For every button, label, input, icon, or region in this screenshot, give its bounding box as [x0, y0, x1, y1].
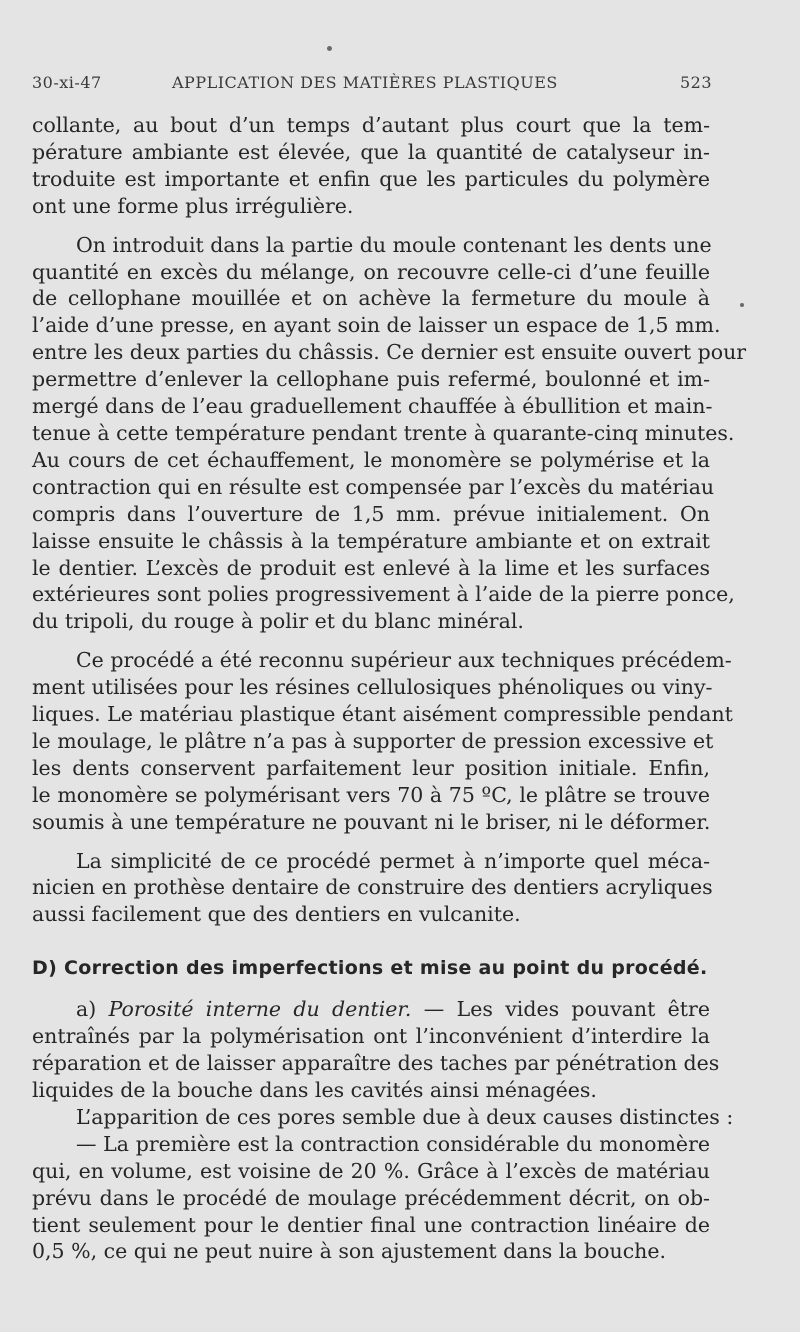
header-title: APPLICATION DES MATIÈRES PLASTIQUES	[172, 73, 558, 92]
subsection-dash: —	[423, 997, 445, 1022]
paragraph-line: — La première est la contraction considérable du monomère	[76, 1131, 710, 1156]
paragraph-line: le moulage, le plâtre n’a pas à supporter de pression excessive et	[32, 728, 714, 753]
paragraph-gap	[32, 635, 710, 647]
paragraph-line: le monomère se polymérisant vers 70 à 75 ºC, le plâtre se trouve	[32, 782, 710, 807]
paragraph-line: quantité en excès du mélange, on recouvre celle-ci d’une feuille	[32, 259, 710, 284]
paragraph	[32, 647, 733, 835]
paragraphs-before	[32, 112, 747, 928]
body-text	[32, 112, 747, 1265]
print-speck	[327, 46, 332, 51]
paragraph-line: nicien en prothèse dentaire de construire des dentiers acryliques	[32, 875, 713, 900]
paragraph-line: tient seulement pour le dentier final une contraction linéaire de	[32, 1212, 710, 1237]
paragraph-line: ont une forme plus irrégulière.	[32, 193, 354, 218]
page-number: 523	[679, 73, 712, 92]
paragraph-line: prévu dans le procédé de moulage précédemment décrit, on ob-	[32, 1185, 710, 1210]
paragraph-line: aussi facilement que des dentiers en vulcanite.	[32, 902, 521, 927]
paragraph	[32, 848, 713, 929]
paragraph-line: La simplicité de ce procédé permet à n’importe quel méca-	[76, 848, 710, 873]
paragraph-line: qui, en volume, est voisine de 20 %. Grâce à l’excès de matériau	[32, 1158, 710, 1183]
paragraph-line: le dentier. L’excès de produit est enlevé à la lime et les surfaces	[32, 555, 710, 580]
running-header	[32, 73, 712, 95]
paragraph-line: Au cours de cet échauffement, le monomère se polymérise et la	[32, 447, 710, 472]
paragraph-line: permettre d’enlever la cellophane puis refermé, boulonné et im-	[32, 367, 710, 392]
paragraph-line: collante, au bout d’un temps d’autant plus court que la tem-	[32, 113, 710, 137]
subsection-label: a)	[76, 997, 97, 1022]
paragraph-line: ment utilisées pour les résines cellulosiques phénoliques ou viny-	[32, 675, 713, 700]
paragraph-line: liquides de la bouche dans les cavités ainsi ménagées.	[32, 1078, 597, 1102]
paragraph-gap	[32, 836, 710, 848]
paragraph-line: Ce procédé a été reconnu supérieur aux techniques précédem-	[76, 648, 732, 673]
paragraph-line: l’aide d’une presse, en ayant soin de laisser un espace de 1,5 mm.	[32, 313, 721, 338]
paragraph-line: soumis à une température ne pouvant ni le briser, ni le déformer.	[32, 809, 711, 834]
paragraph-line: pérature ambiante est élevée, que la quantité de catalyseur in-	[32, 139, 710, 164]
paragraph-line: extérieures sont polies progressivement à l’aide de la pierre ponce,	[32, 582, 735, 607]
paragraph-line: entre les deux parties du châssis. Ce dernier est ensuite ouvert pour	[32, 340, 747, 365]
paragraph-line: entraînés par la polymérisation ont l’inconvénient d’interdire la	[32, 1024, 710, 1049]
paragraph-line: mergé dans de l’eau graduellement chauffée à ébullition et main-	[32, 394, 713, 419]
header-date: 30-xi-47	[32, 73, 102, 92]
subsection-text: Les vides pouvant être	[456, 997, 710, 1022]
subsection-paragraph	[32, 996, 720, 1104]
paragraph-line: du tripoli, du rouge à polir et du blanc minéral.	[32, 609, 524, 634]
paragraph-line: liques. Le matériau plastique étant aisément compressible pendant	[32, 702, 733, 727]
paragraph-line: les dents conservent parfaitement leur position initiale. Enfin,	[32, 755, 710, 780]
paragraph	[32, 112, 710, 220]
paragraph-line: contraction qui en résulte est compensée par l’excès du matériau	[32, 474, 715, 499]
subsection-title: Porosité interne du dentier.	[108, 997, 412, 1022]
paragraph	[32, 1104, 734, 1131]
paragraphs-after	[32, 1104, 734, 1265]
paragraph-gap	[32, 220, 710, 232]
print-speck	[740, 303, 744, 307]
paragraph	[32, 1131, 710, 1266]
paragraph	[32, 232, 747, 636]
paragraph-line: laisse ensuite le châssis à la température ambiante et on extrait	[32, 528, 710, 553]
paragraph-line: L’apparition de ces pores semble due à deux causes distinctes :	[76, 1104, 734, 1129]
paragraph-line: compris dans l’ouverture de 1,5 mm. prévue initialement. On	[32, 501, 710, 526]
paragraph-line: troduite est importante et enfin que les particules du polymère	[32, 166, 710, 191]
paragraph-line	[32, 996, 710, 1023]
paragraph-line: 0,5 %, ce qui ne peut nuire à son ajustement dans la bouche.	[32, 1239, 667, 1264]
paragraph-line: de cellophane mouillée et on achève la fermeture du moule à	[32, 286, 710, 311]
paragraph-line: réparation et de laisser apparaître des taches par pénétration des	[32, 1051, 720, 1076]
section-heading: D) Correction des imperfections et mise au point du procédé.	[32, 957, 708, 980]
paragraph-line: On introduit dans la partie du moule contenant les dents une	[76, 232, 712, 257]
paragraph-line: tenue à cette température pendant trente à quarante-cinq minutes.	[32, 420, 735, 445]
